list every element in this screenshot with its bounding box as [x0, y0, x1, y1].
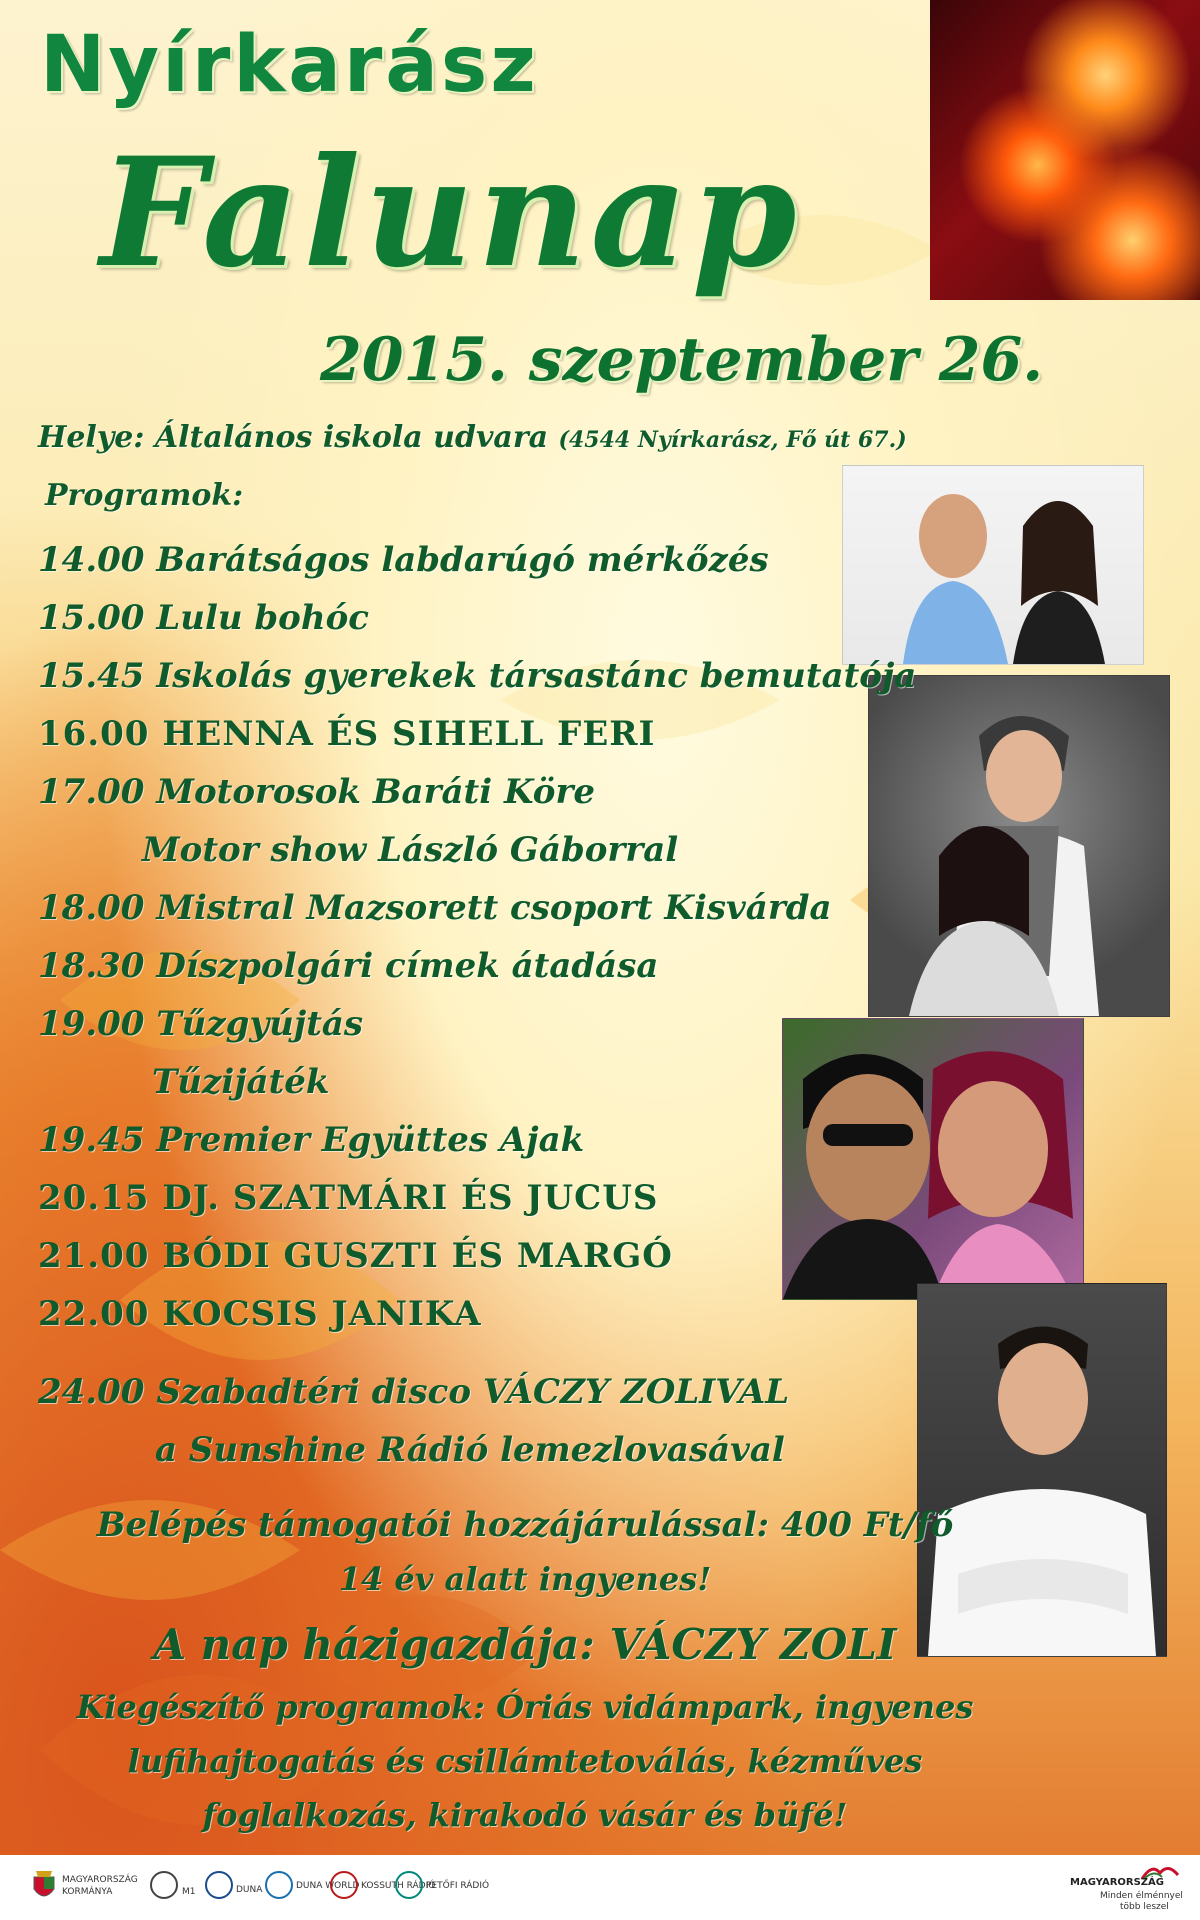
program-item: 18.00 Mistral Mazsorett csoport Kisvárda [38, 888, 832, 928]
coat-of-arms-icon [32, 1869, 56, 1903]
program-item: 19.00 Tűzgyújtás [38, 1004, 364, 1044]
kossuth-logo-icon [330, 1871, 358, 1899]
program-item: 18.30 Díszpolgári címek átadása [38, 946, 659, 986]
channel-label: DUNA WORLD [296, 1881, 360, 1891]
brand-tagline-1: Minden élménnyel [1100, 1891, 1183, 1901]
entry-fee: Belépés támogatói hozzájárulással: 400 Ft/fő [96, 1505, 954, 1545]
village-title: Nyírkarász [40, 20, 539, 110]
program-item: 20.15 DJ. SZATMÁRI ÉS JUCUS [38, 1178, 659, 1218]
free-entry-note: 14 év alatt ingyenes! [338, 1560, 712, 1598]
photo-kocsis-janika [917, 1283, 1167, 1657]
program-item: 21.00 BÓDI GUSZTI ÉS MARGÓ [38, 1236, 673, 1276]
m1-logo-icon [150, 1871, 178, 1899]
duna-logo-icon [205, 1871, 233, 1899]
program-item: 24.00 Szabadtéri disco VÁCZY ZOLIVAL [38, 1372, 790, 1412]
channel-label: DUNA [236, 1885, 263, 1895]
location-line [38, 420, 907, 455]
program-item: 22.00 KOCSIS JANIKA [38, 1294, 482, 1334]
brand-name: MAGYARORSZÁG [1070, 1877, 1165, 1888]
gov-line1: MAGYARORSZÁG [62, 1875, 138, 1885]
location-label: Helye: Általános iskola udvara [38, 420, 549, 455]
gov-line2: KORMÁNYA [62, 1887, 113, 1897]
channel-label: PETŐFI RÁDIÓ [426, 1881, 490, 1891]
programs-heading: Programok: [45, 478, 244, 513]
extras-line: Kiegészítő programok: Óriás vidámpark, ingyenes [76, 1688, 974, 1726]
petofi-logo-icon [395, 1871, 423, 1899]
location-address: (4544 Nyírkarász, Fő út 67.) [558, 427, 907, 453]
program-item: 17.00 Motorosok Baráti Köre [38, 772, 596, 812]
brand-tagline-2: több leszel [1120, 1902, 1169, 1912]
channel-label: KOSSUTH RÁDIÓ [361, 1881, 436, 1891]
program-item: 16.00 HENNA ÉS SIHELL FERI [38, 714, 656, 754]
program-item-continued: a Sunshine Rádió lemezlovasával [155, 1430, 785, 1470]
fire-flower-image [930, 0, 1200, 300]
duna-world-logo-icon [265, 1871, 293, 1899]
photo-bodi-guszti-margo [782, 1018, 1084, 1300]
program-item: 19.45 Premier Együttes Ajak [38, 1120, 585, 1160]
photo-szatmari-jucus [868, 675, 1170, 1017]
event-title: Falunap [100, 125, 801, 301]
program-item: 14.00 Barátságos labdarúgó mérkőzés [38, 540, 769, 580]
photo-henna-sihell [842, 465, 1144, 665]
event-date: 2015. szeptember 26. [320, 325, 1044, 395]
host-line: A nap házigazdája: VÁCZY ZOLI [153, 1620, 897, 1669]
program-item: 15.45 Iskolás gyerekek társastánc bemutatója [38, 656, 917, 696]
program-item-continued: Tűzijáték [152, 1062, 330, 1102]
sponsor-footer [0, 1855, 1200, 1920]
program-item-continued: Motor show László Gáborral [142, 830, 679, 870]
extras-line: foglalkozás, kirakodó vásár és büfé! [202, 1796, 848, 1834]
extras-line: lufihajtogatás és csillámtetoválás, kézműves [127, 1742, 923, 1780]
program-item: 15.00 Lulu bohóc [38, 598, 369, 638]
channel-label: M1 [182, 1887, 196, 1897]
